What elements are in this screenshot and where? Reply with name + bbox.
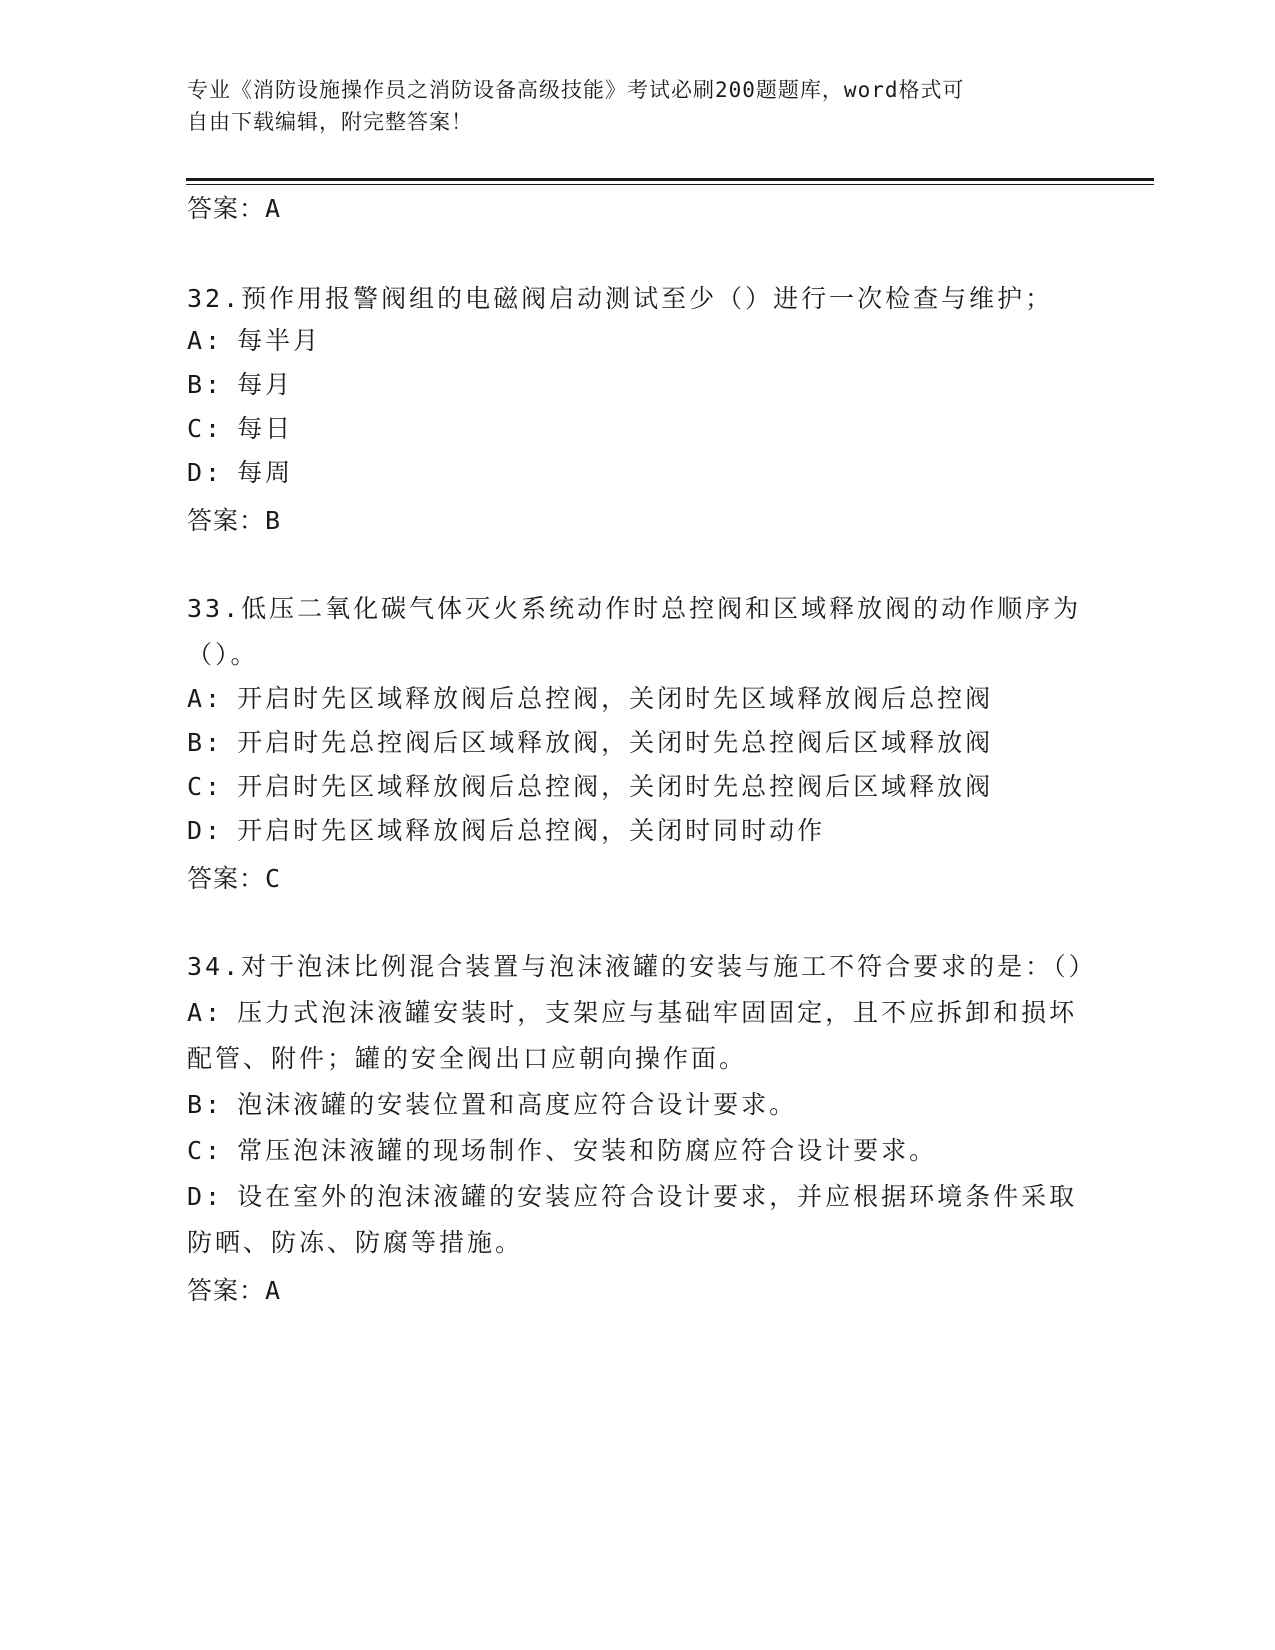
question-text: 34.对于泡沫比例混合装置与泡沫液罐的安装与施工不符合要求的是：（） xyxy=(187,952,1097,981)
option-c xyxy=(187,764,1087,810)
option-text: 每月 xyxy=(237,370,294,399)
question-block xyxy=(187,944,1097,1308)
option-letter: D: xyxy=(187,1182,224,1211)
option-d xyxy=(187,1174,1087,1266)
question-block xyxy=(187,586,1087,896)
answer-line xyxy=(187,862,1087,896)
answer-label: 答案： xyxy=(187,506,266,535)
header-line-2: 自由下载编辑，附完整答案！ xyxy=(187,110,473,134)
header-divider-thin xyxy=(186,184,1154,185)
option-text: 每日 xyxy=(237,414,294,443)
option-b xyxy=(187,1082,1087,1128)
option-letter: D: xyxy=(187,816,224,845)
option-letter: A: xyxy=(187,998,224,1027)
option-d xyxy=(187,450,1087,496)
option-letter: A: xyxy=(187,684,224,713)
question-text: 33.低压二氧化碳气体灭火系统动作时总控阀和区域释放阀的动作顺序为（）。 xyxy=(187,594,1082,669)
option-text: 泡沫液罐的安装位置和高度应符合设计要求。 xyxy=(237,1090,798,1119)
option-a xyxy=(187,676,1087,722)
option-letter: C: xyxy=(187,414,224,443)
option-letter: A: xyxy=(187,326,224,355)
option-letter: B: xyxy=(187,1090,224,1119)
option-letter: C: xyxy=(187,772,224,801)
option-b xyxy=(187,720,1087,766)
answer-line xyxy=(187,504,1087,538)
option-text: 设在室外的泡沫液罐的安装应符合设计要求，并应根据环境条件采取防晒、防冻、防腐等措施。 xyxy=(187,1182,1078,1257)
option-text: 每周 xyxy=(237,458,294,487)
question-content xyxy=(187,192,1097,1308)
option-a xyxy=(187,318,1087,364)
document-header xyxy=(187,74,1067,138)
header-divider-thick xyxy=(186,178,1154,181)
option-d xyxy=(187,808,1087,854)
option-text: 每半月 xyxy=(237,326,322,355)
option-letter: D: xyxy=(187,458,224,487)
option-text: 开启时先区域释放阀后总控阀，关闭时同时动作 xyxy=(237,816,826,845)
option-c xyxy=(187,1128,1087,1174)
option-text: 开启时先区域释放阀后总控阀，关闭时先总控阀后区域释放阀 xyxy=(237,772,994,801)
option-c xyxy=(187,406,1087,452)
answer-value: C xyxy=(265,864,282,893)
option-letter: B: xyxy=(187,370,224,399)
option-text: 常压泡沫液罐的现场制作、安装和防腐应符合设计要求。 xyxy=(237,1136,938,1165)
option-letter: C: xyxy=(187,1136,224,1165)
option-b xyxy=(187,362,1087,408)
answer-label: 答案： xyxy=(187,1276,266,1305)
answer-label: 答案： xyxy=(187,194,266,223)
answer-value: A xyxy=(265,194,282,223)
option-text: 压力式泡沫液罐安装时，支架应与基础牢固固定，且不应拆卸和损坏配管、附件；罐的安全阀出口应朝向操作面。 xyxy=(187,998,1078,1073)
option-text: 开启时先区域释放阀后总控阀，关闭时先区域释放阀后总控阀 xyxy=(237,684,994,713)
option-text: 开启时先总控阀后区域释放阀，关闭时先总控阀后区域释放阀 xyxy=(237,728,994,757)
option-letter: B: xyxy=(187,728,224,757)
answer-line xyxy=(187,192,1087,226)
answer-line xyxy=(187,1274,1087,1308)
answer-value: B xyxy=(265,506,282,535)
question-text: 32.预作用报警阀组的电磁阀启动测试至少（）进行一次检查与维护； xyxy=(187,284,1054,313)
question-block xyxy=(187,276,1087,538)
header-line-1: 专业《消防设施操作员之消防设备高级技能》考试必刷200题题库，word格式可 xyxy=(187,78,965,102)
option-a xyxy=(187,990,1087,1082)
answer-value: A xyxy=(265,1276,282,1305)
answer-label: 答案： xyxy=(187,864,266,893)
